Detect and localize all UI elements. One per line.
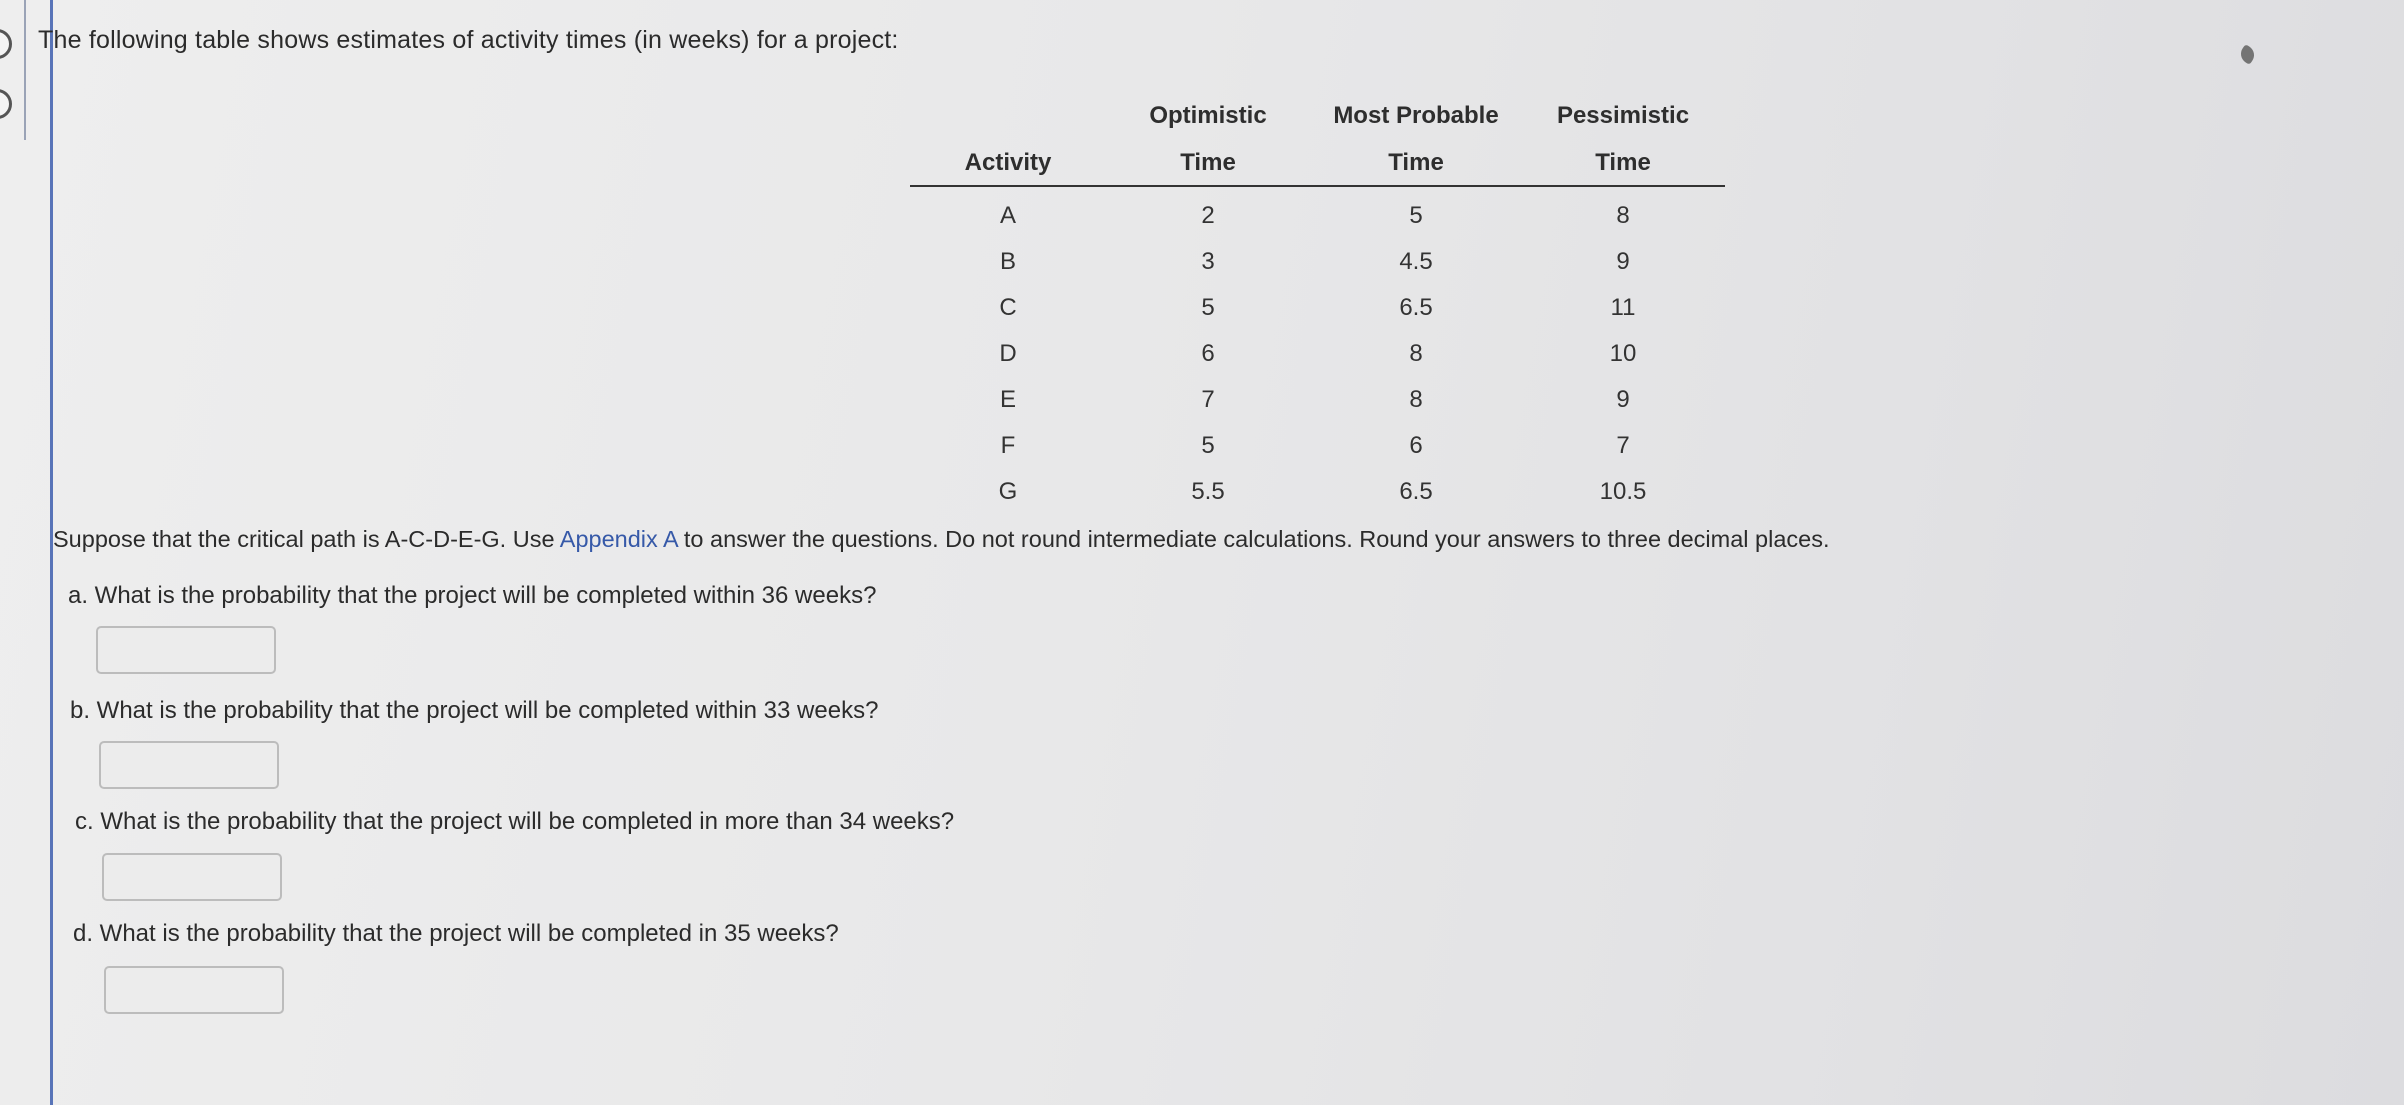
answer-c-input[interactable] <box>102 853 282 901</box>
instructions-text-after-link: to answer the questions. Do not round intermediate calculations. Round your answers to three decimal places. <box>677 526 1830 552</box>
most-probable-time-cell: 5 <box>1409 202 1423 229</box>
activity-time-table <box>910 95 1725 505</box>
pessimistic-time-cell: 8 <box>1616 202 1630 229</box>
most-probable-time-cell: 6.5 <box>1399 294 1433 321</box>
most-probable-time-cell: 6 <box>1409 432 1423 459</box>
pessimistic-time-cell: 7 <box>1616 432 1630 459</box>
activity-cell: F <box>1000 432 1016 459</box>
question-d: d. What is the probability that the project will be completed in 35 weeks? <box>73 920 839 947</box>
optimistic-time-cell: 6 <box>1201 340 1215 367</box>
table-row <box>910 287 1725 333</box>
answer-b-input[interactable] <box>99 741 279 789</box>
instructions <box>53 526 1830 553</box>
pessimistic-column-header-line-2: Time <box>1595 149 1651 176</box>
pessimistic-time-cell: 10.5 <box>1599 478 1647 505</box>
optimistic-column-header-line-2: Time <box>1180 149 1236 176</box>
activity-cell: E <box>999 386 1016 413</box>
activity-cell: D <box>999 340 1017 367</box>
answer-a-input[interactable] <box>96 626 276 674</box>
question-c: c. What is the probability that the project will be completed in more than 34 weeks? <box>75 808 955 835</box>
most-probable-time-cell: 6.5 <box>1399 478 1433 505</box>
optimistic-time-cell: 2 <box>1201 202 1215 229</box>
question-a: a. What is the probability that the project will be completed within 36 weeks? <box>68 582 877 609</box>
activity-cell: B <box>999 248 1016 275</box>
most-probable-time-cell: 8 <box>1409 386 1423 413</box>
optimistic-time-cell: 5 <box>1201 294 1215 321</box>
activity-rows <box>910 195 1725 517</box>
table-row <box>910 379 1725 425</box>
optimistic-time-cell: 7 <box>1201 386 1215 413</box>
activity-cell: C <box>999 294 1017 321</box>
answer-d-input[interactable] <box>104 966 284 1014</box>
pessimistic-time-cell: 10 <box>1609 340 1637 367</box>
optimistic-time-cell: 3 <box>1201 248 1215 275</box>
instructions-text-before-link: Suppose that the critical path is A-C-D-E-G. Use <box>53 526 560 552</box>
table-row <box>910 333 1725 379</box>
activity-column-header: Activity <box>964 149 1052 176</box>
question-b: b. What is the probability that the project will be completed within 33 weeks? <box>70 697 879 724</box>
optimistic-column-header-line-1: Optimistic <box>1149 102 1267 129</box>
most-probable-time-cell: 8 <box>1409 340 1423 367</box>
table-row <box>910 241 1725 287</box>
pessimistic-time-cell: 11 <box>1610 294 1636 321</box>
activity-cell: G <box>998 478 1018 505</box>
table-row <box>910 471 1725 517</box>
problem-intro: The following table shows estimates of activity times (in weeks) for a project: <box>38 26 899 54</box>
most-probable-column-header-line-1: Most Probable <box>1333 102 1499 129</box>
optimistic-time-cell: 5.5 <box>1191 478 1225 505</box>
table-row <box>910 195 1725 241</box>
optimistic-time-cell: 5 <box>1201 432 1215 459</box>
table-row <box>910 425 1725 471</box>
table-header-rule <box>910 185 1725 187</box>
activity-cell: A <box>999 202 1016 229</box>
pessimistic-column-header-line-1: Pessimistic <box>1556 102 1690 129</box>
appendix-a-link[interactable]: Appendix A <box>559 526 678 552</box>
left-margin-divider <box>24 0 26 140</box>
most-probable-column-header-line-2: Time <box>1388 149 1444 176</box>
pessimistic-time-cell: 9 <box>1616 386 1630 413</box>
pessimistic-time-cell: 9 <box>1616 248 1630 275</box>
most-probable-time-cell: 4.5 <box>1399 248 1433 275</box>
